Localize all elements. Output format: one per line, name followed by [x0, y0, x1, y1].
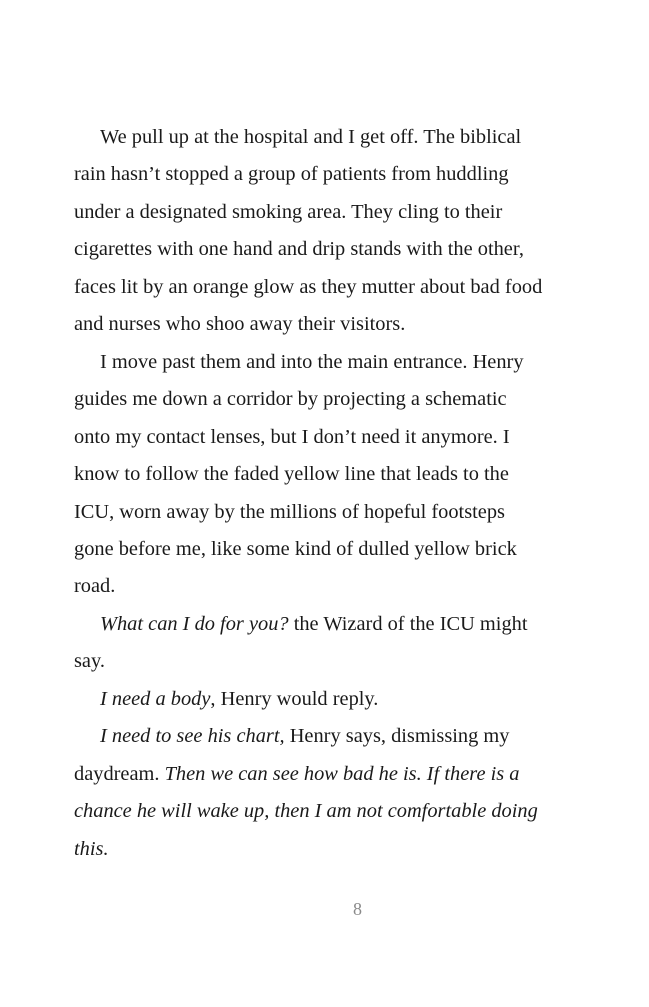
text-line — [74, 156, 584, 193]
text-line — [74, 194, 584, 231]
text-line — [74, 269, 584, 306]
text-run: I move past them and into the main entrance. Henry — [100, 350, 524, 373]
italic-text: I need a body — [100, 687, 211, 710]
paragraph — [74, 344, 584, 606]
italic-text: Then we can see how bad he is. If there is a — [164, 762, 520, 785]
text-run: rain hasn’t stopped a group of patients from huddling — [74, 163, 509, 186]
text-line — [74, 231, 584, 268]
text-line — [74, 756, 584, 793]
text-line — [74, 793, 584, 830]
text-line — [74, 643, 584, 680]
text-line — [74, 306, 584, 343]
text-line — [74, 456, 584, 493]
text-run: We pull up at the hospital and I get off. The biblical — [100, 126, 522, 148]
text-line — [74, 419, 584, 456]
text-run: guides me down a corridor by projecting a schematic — [74, 388, 507, 411]
text-run: gone before me, like some kind of dulled yellow brick — [74, 537, 517, 560]
text-run: faces lit by an orange glow as they mutter about bad food — [74, 275, 543, 298]
text-line — [74, 494, 584, 531]
text-run: know to follow the faded yellow line that leads to the — [74, 463, 509, 486]
text-run: onto my contact lenses, but I don’t need it anymore. I — [74, 425, 510, 448]
text-line — [74, 344, 584, 381]
italic-text: this. — [74, 837, 109, 860]
text-run: ICU, worn away by the millions of hopeful footsteps — [74, 500, 505, 523]
text-line — [74, 531, 584, 568]
italic-text: chance he will wake up, then I am not comfortable doing — [74, 800, 538, 823]
text-line — [74, 568, 584, 605]
text-line — [74, 606, 584, 643]
text-run: cigarettes with one hand and drip stands with the other, — [74, 238, 524, 261]
paragraph — [74, 119, 584, 344]
text-run: , Henry would reply. — [210, 687, 379, 710]
text-run: daydream. — [74, 762, 165, 785]
body-text — [74, 119, 584, 868]
text-line — [74, 119, 584, 156]
text-run: road. — [74, 575, 116, 598]
text-line — [74, 831, 584, 868]
page-number: 8 — [353, 899, 362, 919]
italic-text: I need to see his chart, — [100, 725, 285, 748]
text-line — [74, 681, 584, 718]
text-run: and nurses who shoo away their visitors. — [74, 313, 406, 336]
paragraph — [74, 681, 584, 718]
text-line — [74, 718, 584, 755]
text-run: the Wizard of the ICU might — [288, 612, 528, 635]
italic-text: What can I do for you? — [100, 612, 289, 635]
text-run: Henry says, dismissing my — [284, 725, 510, 748]
paragraph — [74, 606, 584, 681]
text-run: say. — [74, 650, 105, 673]
paragraph — [74, 718, 584, 868]
text-line — [74, 381, 584, 418]
text-run: under a designated smoking area. They cling to their — [74, 200, 503, 223]
